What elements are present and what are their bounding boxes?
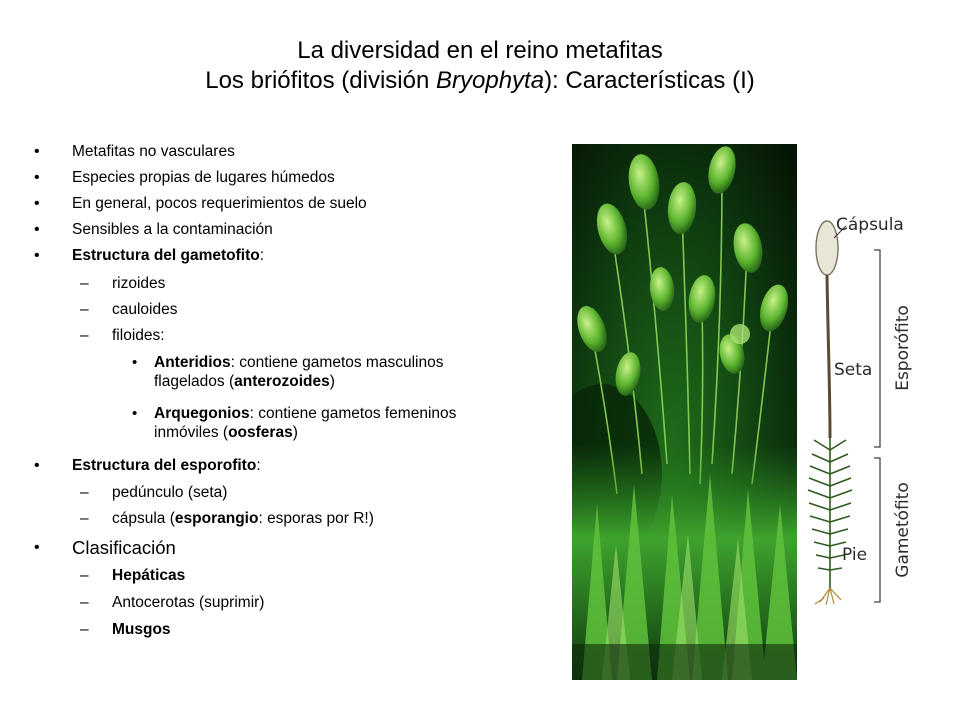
bullet-bold: Estructura del esporofito	[72, 457, 257, 474]
capsule-shape	[816, 221, 838, 275]
sub-item	[80, 593, 265, 612]
bullet-item	[34, 194, 367, 213]
gametofito-bracket	[874, 458, 880, 602]
moss-photo	[572, 144, 797, 680]
sub-sub-bold: anterozoides	[234, 373, 330, 390]
sub-item	[80, 620, 171, 639]
sub-bold: Musgos	[112, 621, 171, 638]
sub-sub-item	[132, 353, 514, 391]
bullet-item	[34, 142, 235, 161]
gametophyte-shape	[808, 438, 852, 588]
bullet-marker: •	[132, 354, 138, 371]
dash-marker: –	[80, 567, 89, 584]
bullet-text: Metafitas no vasculares	[72, 143, 235, 160]
sub-text: : esporas por R!)	[258, 510, 374, 527]
sub-item	[80, 566, 186, 585]
dash-marker: –	[80, 275, 89, 292]
bullet-text: Clasificación	[72, 537, 176, 558]
bullet-text: :	[256, 457, 261, 474]
bullet-item	[34, 246, 265, 265]
esporofito-bracket	[874, 250, 880, 447]
bullet-item	[34, 220, 273, 239]
sub-item	[80, 326, 165, 345]
sub-text: pedúnculo (seta)	[112, 484, 228, 501]
sub-text: cauloides	[112, 301, 178, 318]
rhizoids-shape	[815, 588, 841, 605]
sub-sub-text: )	[329, 373, 335, 390]
sub-sub-bold: oosferas	[228, 424, 293, 441]
bullet-text: Especies propias de lugares húmedos	[72, 169, 335, 186]
dash-marker: –	[80, 327, 89, 344]
sub-text: filoides:	[112, 327, 165, 344]
bullet-marker: •	[34, 457, 40, 474]
sub-sub-item	[132, 404, 514, 442]
bullet-marker: •	[34, 143, 40, 160]
bullet-text: Sensibles a la contaminación	[72, 221, 273, 238]
sub-sub-bold: Anteridios	[154, 354, 231, 371]
bullet-item	[34, 168, 335, 187]
bullet-item	[34, 456, 261, 475]
dash-marker: –	[80, 301, 89, 318]
label-capsula: Cápsula	[836, 215, 904, 235]
dash-marker: –	[80, 510, 89, 527]
sub-text: cápsula (	[112, 510, 175, 527]
bullet-marker: •	[132, 405, 138, 422]
sub-sub-text: : contiene gametos masculinos flagelados (	[154, 354, 444, 390]
label-gametofito: Gametófito	[893, 482, 913, 578]
moss-diagram	[800, 190, 940, 620]
sub-sub-text: : contiene gametos femeninos inmóviles (	[154, 405, 457, 441]
sub-item	[80, 274, 166, 293]
title-line-2-pre: Los briófitos (división	[205, 67, 436, 94]
dash-marker: –	[80, 621, 89, 638]
label-pie: Pie	[842, 545, 868, 565]
sub-text: rizoides	[112, 275, 166, 292]
bullet-marker: •	[34, 221, 40, 238]
bullet-text: :	[259, 247, 265, 264]
sub-item	[80, 300, 178, 319]
bullet-item	[34, 537, 176, 559]
sub-item	[80, 483, 228, 502]
sub-bold: esporangio	[174, 510, 259, 527]
bullet-text: En general, pocos requerimientos de suelo	[72, 195, 367, 212]
label-esporofito: Esporófito	[893, 305, 913, 391]
sub-bold: Hepáticas	[112, 567, 186, 584]
dash-marker: –	[80, 594, 89, 611]
label-seta: Seta	[834, 360, 873, 380]
seta-stem	[827, 275, 830, 438]
sub-sub-text: )	[292, 424, 298, 441]
title-line-2-post: ): Características (I)	[544, 67, 755, 94]
sub-item	[80, 509, 374, 528]
sub-sub-bold: Arquegonios	[154, 405, 250, 422]
bullet-marker: •	[34, 539, 40, 556]
bullet-bold: Estructura del gametofito	[72, 247, 260, 264]
dash-marker: –	[80, 484, 89, 501]
title-line-2-italic: Bryophyta	[436, 67, 545, 94]
bullet-marker: •	[34, 247, 40, 264]
sub-text: Antocerotas (suprimir)	[112, 594, 265, 611]
bullet-marker: •	[34, 169, 40, 186]
title-line-1: La diversidad en el reino metafitas	[297, 37, 663, 64]
bullet-marker: •	[34, 195, 40, 212]
